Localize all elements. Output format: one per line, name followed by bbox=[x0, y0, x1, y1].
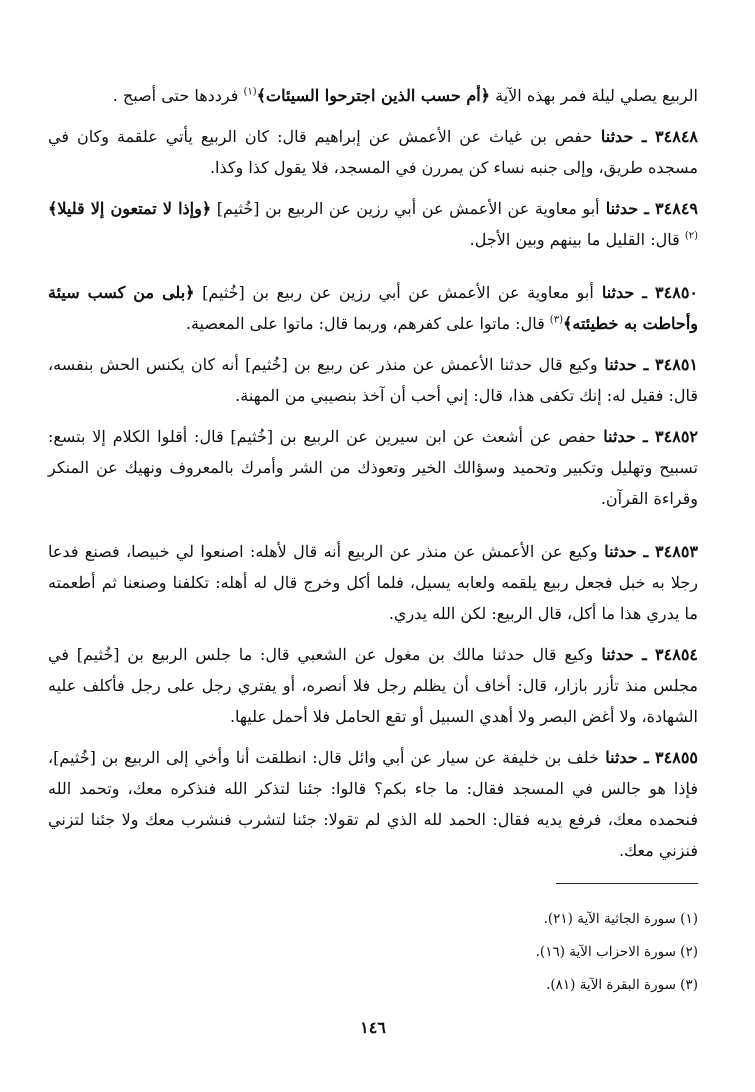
isnad-marker: ـ حدثنا bbox=[599, 199, 656, 218]
hadith-number: ٣٤٨٤٩ bbox=[655, 199, 698, 218]
footnote-divider bbox=[556, 883, 698, 884]
hadith-entry bbox=[48, 121, 698, 183]
hadith-entry bbox=[48, 639, 698, 732]
isnad-marker: ـ حدثنا bbox=[593, 645, 656, 664]
hadith-number: ٣٤٨٥١ bbox=[655, 355, 698, 374]
footnotes bbox=[48, 908, 698, 1007]
footnote-ref: (٢) bbox=[684, 230, 698, 242]
hadith-text: وكيع قال حدثنا الأعمش عن منذر عن ربيع بن [خُثيم] أنه كان يكنس الحش بنفسه، قال: فقيل له: إنك تكفى هذا، قال: إني أحب أن آخذ بنصيبي من المهنة. bbox=[48, 355, 698, 405]
isnad-marker: ـ حدثنا bbox=[592, 127, 656, 146]
isnad-marker: ـ حدثنا bbox=[593, 283, 656, 302]
footnote-ref: (١) bbox=[243, 86, 257, 98]
entry-continuation bbox=[48, 80, 698, 111]
footnote: (٣) سورة البقرة الآية (٨١). bbox=[546, 977, 698, 993]
hadith-text: حفص عن أشعث عن ابن سيرين عن الربيع بن [خُثيم] قال: أقلوا الكلام إلا بتسع: تسبيح وتهليل وتكبير وتحميد وسؤالك الخير وتعوذك من الشر وأمرك بالمعروف ونهيك عن المنكر وقراءة القرآن. bbox=[48, 427, 698, 508]
entry-text-end: فرددها حتى أصبح . bbox=[112, 86, 244, 105]
isnad-marker: ـ حدثنا bbox=[598, 748, 656, 767]
isnad-marker: ـ حدثنا bbox=[595, 427, 656, 446]
hadith-number: ٣٤٨٥٢ bbox=[655, 427, 699, 446]
hadith-number: ٣٤٨٤٨ bbox=[655, 127, 699, 146]
hadith-text-end: قال: ماتوا على كفرهم، وربما قال: ماتوا على المعصية. bbox=[185, 314, 550, 333]
quran-verse: ﴿أم حسب الذين اجترحوا السيئات﴾ bbox=[256, 86, 491, 105]
hadith-entry bbox=[48, 742, 698, 866]
hadith-number: ٣٤٨٥٥ bbox=[655, 748, 698, 767]
hadith-entry bbox=[48, 193, 698, 255]
quran-verse: ﴿وإذا لا تمتعون إلا قليلا﴾ bbox=[48, 199, 212, 218]
hadith-text-end: قال: القليل ما بينهم وبين الأجل. bbox=[469, 230, 685, 249]
hadith-text: وكيع قال حدثنا مالك بن مغول عن الشعبي قال: ما جلس الربيع بن [خُثيم] في مجلس منذ تأزر بازار، قال: أخاف أن يظلم رجل فلا أنصره، أو يفتري رجل على رجل فأكلف عليه الشهادة، ولا أغض البصر ولا أهدي السبيل أو تقع الحامل فلا أحمل عليها. bbox=[48, 645, 698, 726]
hadith-text: أبو معاوية عن الأعمش عن أبي رزين عن الربيع بن [خُثيم] bbox=[211, 199, 600, 218]
quran-verse: ﴿بلى من كسب سيئة وأحاطت به خطيئته﴾ bbox=[48, 283, 698, 333]
hadith-text: أبو معاوية عن الأعمش عن أبي رزين عن ربيع بن [خُثيم] bbox=[194, 283, 594, 302]
entry-text: الربيع يصلي ليلة فمر بهذه الآية bbox=[495, 86, 698, 105]
footnote: (٢) سورة الاحزاب الآية (١٦). bbox=[535, 944, 698, 960]
hadith-text: خلف بن خليفة عن سيار عن أبي وائل قال: انطلقت أنا وأخي إلى الربيع بن [خُثيم]، فإذا هو جالس في المسجد فقال: ما جاء بكم؟ قالوا: جئنا لتذكر الله فنذكره معك، وتحمد الله فنحمده معك، فرفع يديه فقال: الحمد لله الذي لم تقولا: جئنا لتشرب فنشرب معك ولا جئنا لتزني فنزني معك. bbox=[48, 748, 698, 860]
hadith-entry bbox=[48, 421, 698, 514]
hadith-number: ٣٤٨٥٠ bbox=[655, 283, 698, 302]
page-number: ١٤٦ bbox=[360, 1018, 386, 1037]
hadith-number: ٣٤٨٥٣ bbox=[655, 542, 698, 561]
hadith-number: ٣٤٨٥٤ bbox=[655, 645, 699, 664]
hadith-text: حفص بن غياث عن الأعمش عن إبراهيم قال: كان الربيع يأتي علقمة وكان في مسجده طريق، وإلى جنبه نساء كن يمررن في المسجد، فلا يقول كذا وكذا. bbox=[48, 127, 698, 177]
hadith-entry bbox=[48, 277, 698, 339]
footnote-ref: (٣) bbox=[549, 314, 563, 326]
hadith-text: وكيع عن الأعمش عن منذر عن الربيع أنه قال لأهله: اصنعوا لي خبيصا، فصنع فدعا رجلا به خبل فجعل ربيع يلقمه ولعابه يسيل، فلما أكل وخرج قال له أهله: تكلفنا وصنعنا ثم أطعمته ما يدري هذا ما أكل، قال الربيع: لكن الله يدري. bbox=[48, 542, 698, 623]
isnad-marker: ـ حدثنا bbox=[597, 355, 656, 374]
hadith-entry bbox=[48, 536, 698, 629]
footnote: (١) سورة الجاثية الآية (٢١). bbox=[543, 911, 698, 927]
isnad-marker: ـ حدثنا bbox=[597, 542, 656, 561]
page-body bbox=[48, 80, 698, 1060]
hadith-entry bbox=[48, 349, 698, 411]
